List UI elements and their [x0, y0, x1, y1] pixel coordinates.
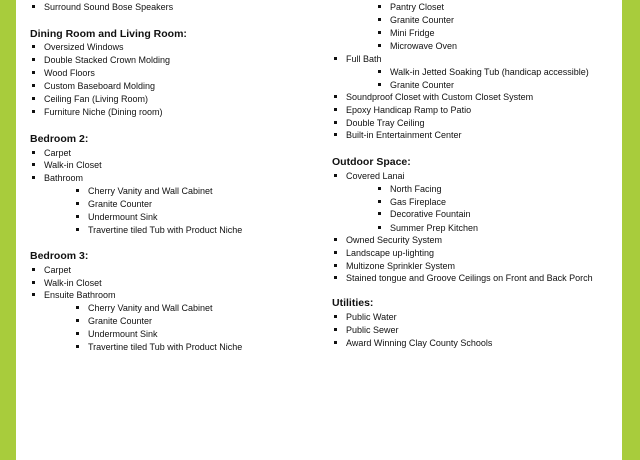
list-item: Landscape up-lighting: [334, 248, 434, 259]
sub-list-item: Cherry Vanity and Wall Cabinet: [76, 186, 213, 197]
sub-list-item: Granite Counter: [76, 199, 152, 210]
sub-list-item: Walk-in Jetted Soaking Tub (handicap accessible): [378, 67, 589, 78]
sub-list-item: Microwave Oven: [378, 41, 457, 52]
sub-list-item: Decorative Fountain: [378, 209, 471, 220]
sub-list-item: Granite Counter: [76, 316, 152, 327]
list-item: Award Winning Clay County Schools: [334, 338, 492, 349]
sub-list-item: Undermount Sink: [76, 212, 158, 223]
section-heading-bedroom3: Bedroom 3:: [30, 250, 89, 262]
section-heading-bedroom2: Bedroom 2:: [30, 133, 89, 145]
list-item: Multizone Sprinkler System: [334, 261, 455, 272]
section-heading-outdoor: Outdoor Space:: [332, 156, 411, 168]
list-item: Wood Floors: [32, 68, 95, 79]
sub-list-item: Granite Counter: [378, 80, 454, 91]
list-item: Carpet: [32, 265, 71, 276]
list-item: Furniture Niche (Dining room): [32, 107, 163, 118]
sub-list-item: Travertine tiled Tub with Product Niche: [76, 225, 242, 236]
list-item: Epoxy Handicap Ramp to Patio: [334, 105, 471, 116]
sub-list-item: Mini Fridge: [378, 28, 435, 39]
section-heading-utilities: Utilities:: [332, 297, 374, 309]
list-item: Owned Security System: [334, 235, 442, 246]
list-item: Public Water: [334, 312, 397, 323]
list-item: Ceiling Fan (Living Room): [32, 94, 148, 105]
list-item: Covered Lanai: [334, 171, 405, 182]
sub-list-item: Granite Counter: [378, 15, 454, 26]
list-item: Built-in Entertainment Center: [334, 130, 462, 141]
list-item: Ensuite Bathroom: [32, 290, 116, 301]
list-item: Custom Baseboard Molding: [32, 81, 155, 92]
sub-list-item: Travertine tiled Tub with Product Niche: [76, 342, 242, 353]
sub-list-item: Pantry Closet: [378, 2, 444, 13]
list-item: Double Tray Ceiling: [334, 118, 425, 129]
list-item: Surround Sound Bose Speakers: [32, 2, 173, 13]
list-item: Walk-in Closet: [32, 278, 102, 289]
list-item: Soundproof Closet with Custom Closet System: [334, 92, 533, 103]
list-item: Full Bath: [334, 54, 382, 65]
sub-list-item: North Facing: [378, 184, 442, 195]
list-item: Stained tongue and Groove Ceilings on Front and Back Porch: [334, 273, 593, 284]
list-item: Walk-in Closet: [32, 160, 102, 171]
list-item: Carpet: [32, 148, 71, 159]
sub-list-item: Summer Prep Kitchen: [378, 223, 478, 234]
sub-list-item: Undermount Sink: [76, 329, 158, 340]
list-item: Double Stacked Crown Molding: [32, 55, 170, 66]
list-item: Public Sewer: [334, 325, 399, 336]
sub-list-item: Gas Fireplace: [378, 197, 446, 208]
bullet-icon: [32, 5, 35, 8]
list-item: Oversized Windows: [32, 42, 124, 53]
document-page: [16, 0, 622, 460]
list-item: Bathroom: [32, 173, 83, 184]
sub-list-item: Cherry Vanity and Wall Cabinet: [76, 303, 213, 314]
section-heading-dining: Dining Room and Living Room:: [30, 28, 187, 40]
